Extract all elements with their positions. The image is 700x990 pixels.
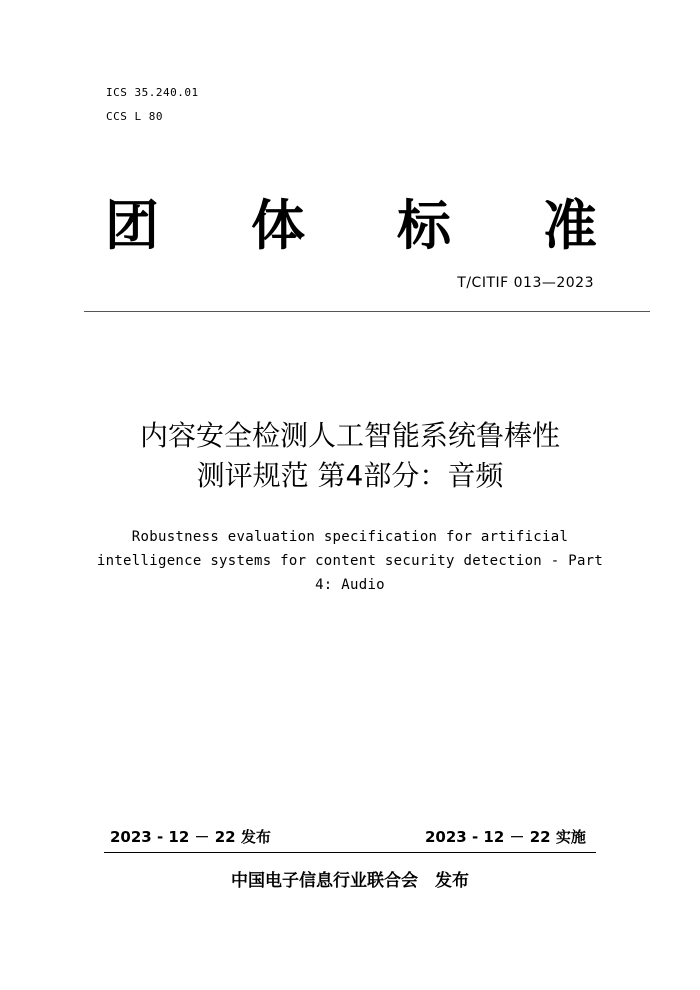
english-title-line: 4: Audio <box>315 577 385 593</box>
ics-code: ICS 35.240.01 <box>106 86 199 99</box>
standard-number: T/CITIF 013—2023 <box>457 275 594 291</box>
standard-type-char: 标 <box>397 193 451 257</box>
ccs-code: CCS L 80 <box>106 110 163 123</box>
header-divider <box>84 311 650 312</box>
footer-divider <box>104 852 596 853</box>
chinese-title-line: 测评规范 第4部分：音频 <box>196 459 504 492</box>
issuing-organization: 中国电子信息行业联合会 发布 <box>231 871 469 891</box>
standard-type-char: 体 <box>251 193 305 257</box>
standard-type-heading <box>105 190 597 260</box>
chinese-title <box>0 416 700 496</box>
standard-type-char: 团 <box>105 193 159 257</box>
publish-date: 2023 - 12 － 22 发布 <box>110 828 271 846</box>
standard-type-char: 准 <box>543 193 597 257</box>
english-title <box>95 525 605 597</box>
english-title-line: intelligence systems for content security detection - Part <box>96 553 604 569</box>
chinese-title-line: 内容安全检测人工智能系统鲁棒性 <box>139 419 560 452</box>
english-title-line: Robustness evaluation specification for artificial <box>131 529 569 545</box>
implementation-date: 2023 - 12 － 22 实施 <box>425 828 586 846</box>
